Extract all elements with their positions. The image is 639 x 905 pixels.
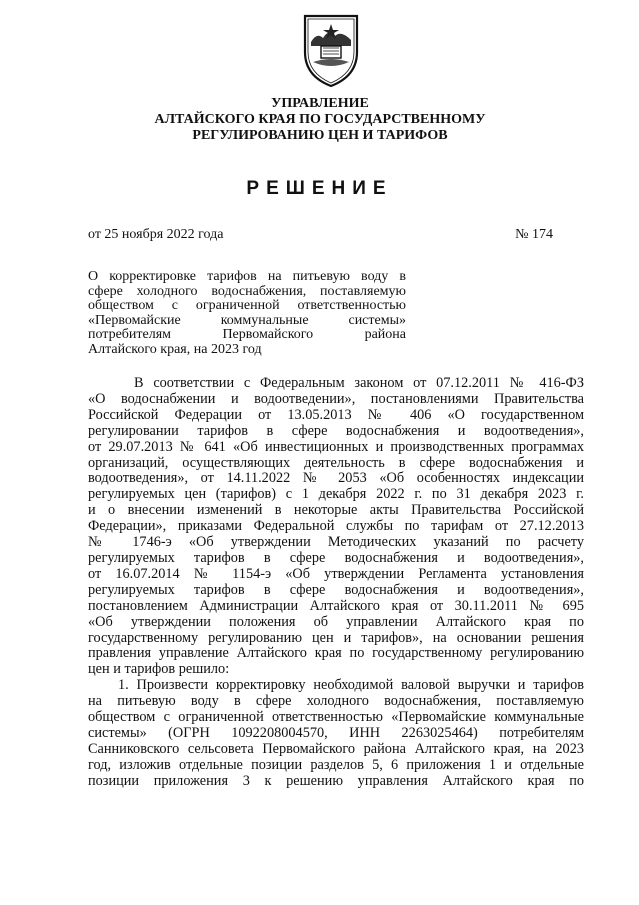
body-line: регулируемых тарифов в сфере водоснабжения и водоотведения», [88,581,584,598]
body-line: водоотведения», от 14.11.2022 № 2053 «Об особенностях индексации [88,470,584,487]
clause-line: 1. Произвести корректировку необходимой валовой выручки и тарифов [118,677,584,694]
body-line: правления управление Алтайского края по государственному регулированию [88,645,584,662]
body-line: Российской Федерации от 13.05.2013 № 406 «О государственном [88,406,584,423]
authority-line: РЕГУЛИРОВАНИЮ ЦЕН И ТАРИФОВ [192,128,448,143]
subject-line: «Первомайские коммунальные системы» [88,312,406,328]
body-line: цен и тарифов решило: [88,661,230,678]
body-line: «Об утверждении положения об управлении Алтайского края по [88,613,584,630]
body-line: регулируемых цен (тарифов) с 1 декабря 2022 г. по 31 декабря 2023 г. [88,486,584,503]
date-number-row [88,227,553,243]
body-line: «О водоснабжении и водоотведении», постановлениями Правительства [88,390,584,407]
subject-line: сфере холодного водоснабжения, поставляемую [88,283,406,299]
clause-line: год, изложив отдельные позиции разделов 5, 6 приложения 1 и отдельные [88,756,584,773]
subject-line: потребителям Первомайского района [88,327,406,343]
authority-line: АЛТАЙСКОГО КРАЯ ПО ГОСУДАРСТВЕННОМУ [154,112,486,127]
issuing-authority [80,96,560,144]
body-line: государственному регулированию цен и тарифов», на основании решения [88,629,584,646]
clause-line: системы» (ОГРН 1092208004570, ИНН 2263025464) потребителям [88,724,584,741]
body-line: регулировании тарифов в сфере водоснабжения и водоотведения», [88,422,584,439]
body-line: регулируемых тарифов в сфере водоснабжения и водоотведения», [88,549,584,566]
document-number: № 174 [515,227,553,242]
document-title: РЕШЕНИЕ [246,178,393,199]
clause-line: Санниковского сельсовета Первомайского района Алтайского края, на 2023 [88,740,584,757]
document-body [88,376,584,790]
body-line: Федерации», приказами Федеральной службы по тарифам от 27.12.2013 [88,518,584,535]
document-date: от 25 ноября 2022 года [88,227,224,242]
clause-line: обществом с ограниченной ответственностью «Первомайские коммунальные [88,709,584,726]
body-line: от 16.07.2014 № 1154-э «Об утверждении Регламента установления [88,565,584,582]
body-line: от 29.07.2013 № 641 «Об инвестиционных и производственных программах [88,438,584,455]
body-line: постановлением Администрации Алтайского края от 30.11.2011 № 695 [88,597,584,614]
body-line: № 1746-э «Об утверждении Методических указаний по расчету [88,534,584,551]
subject-line: Алтайского края, на 2023 год [88,341,262,357]
body-line: В соответствии с Федеральным законом от 07.12.2011 № 416-ФЗ [134,375,584,391]
subject-block [88,270,406,358]
clause-line: на питьевую воду в сфере холодного водоснабжения, поставляемую [88,693,584,710]
authority-line: УПРАВЛЕНИЕ [271,96,369,111]
body-line: и о внесении изменений в некоторые акты Правительства Российской [88,502,584,519]
coat-of-arms-icon [299,12,363,88]
subject-line: обществом с ограниченной ответственностью [88,298,406,314]
body-line: организаций, осуществляющих деятельность в сфере водоснабжения и [88,454,584,471]
subject-line: О корректировке тарифов на питьевую воду в [88,269,406,284]
clause-line: позиции приложения 3 к решению управления Алтайского края по [88,772,584,789]
